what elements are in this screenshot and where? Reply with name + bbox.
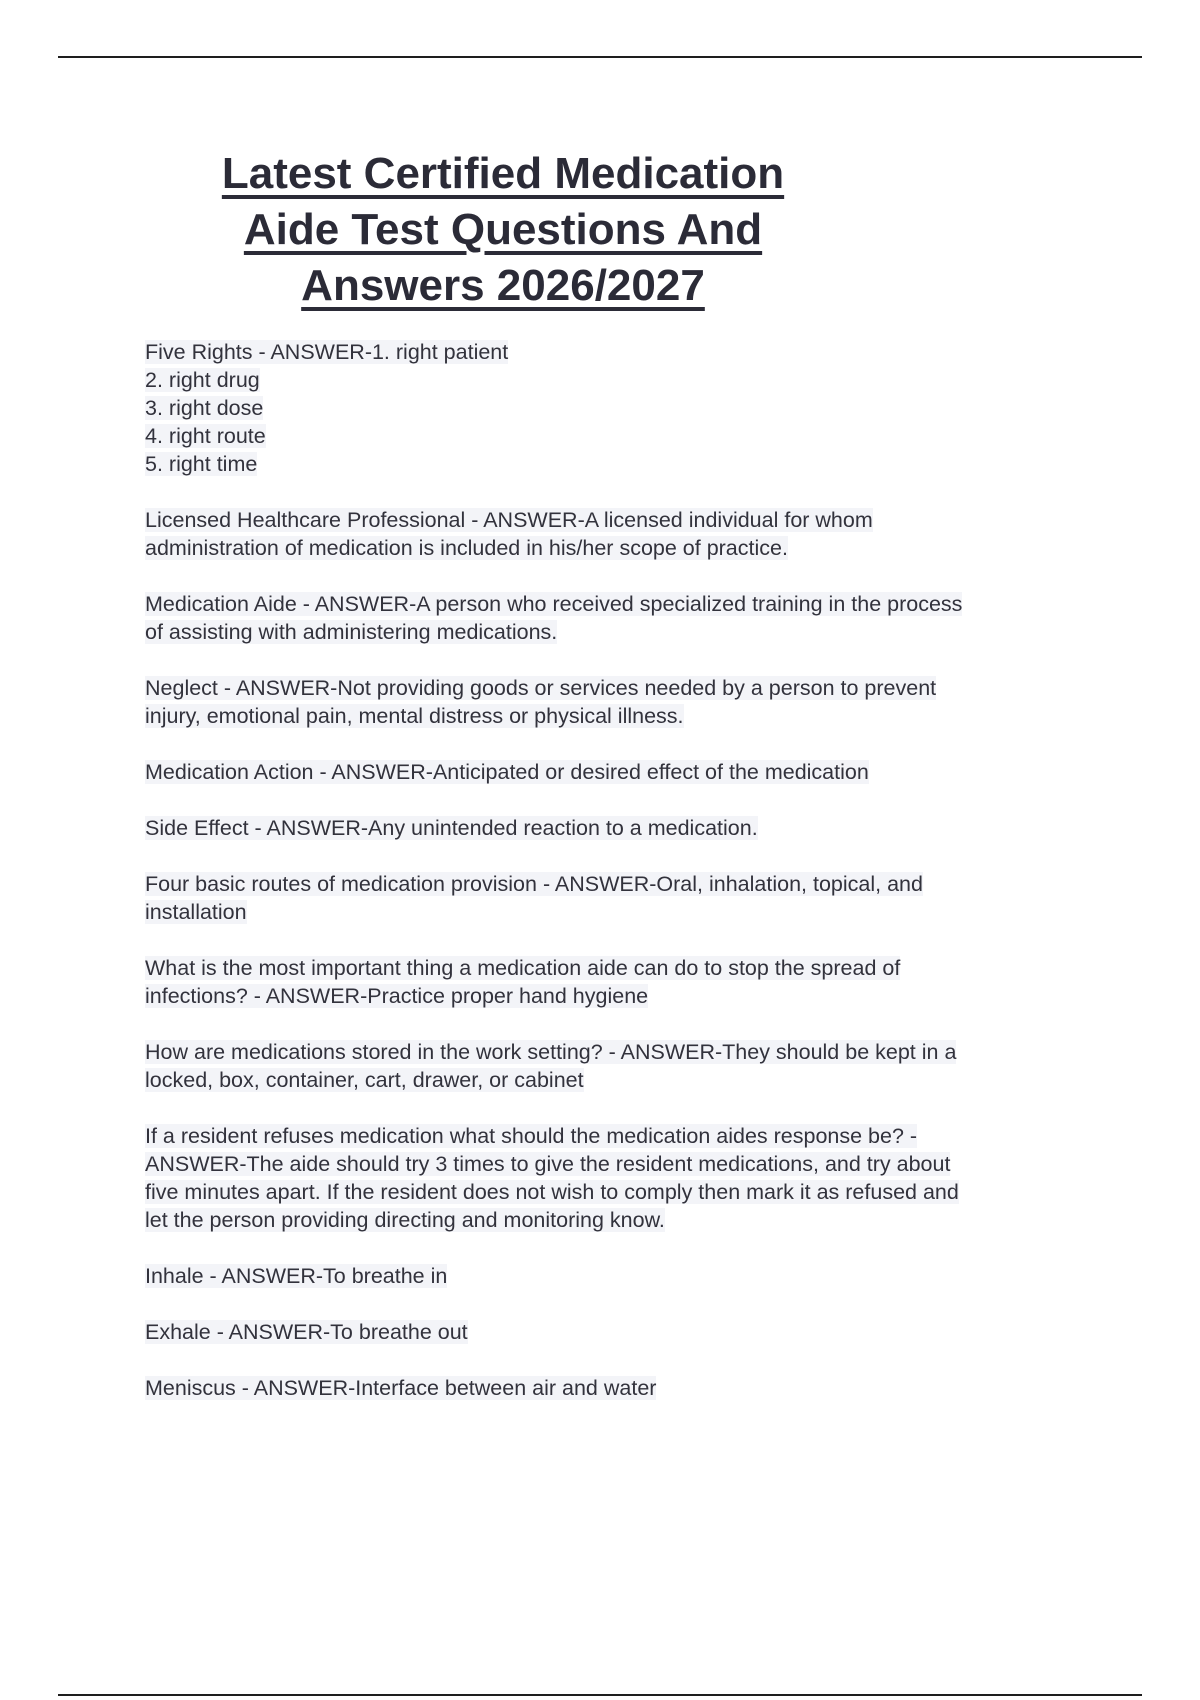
title-line: Answers 2026/2027 [301, 261, 705, 310]
footer-rule [58, 1694, 1142, 1696]
qa-entry-line: Licensed Healthcare Professional - ANSWER-A licensed individual for whom [145, 508, 873, 532]
header-rule [58, 56, 1142, 58]
qa-entry-line: five minutes apart. If the resident does not wish to comply then mark it as refused and [145, 1180, 959, 1204]
qa-entry-line: Meniscus - ANSWER-Interface between air and water [145, 1376, 657, 1400]
qa-entry-line: infections? - ANSWER-Practice proper hand hygiene [145, 984, 649, 1008]
qa-entry-line: Exhale - ANSWER-To breathe out [145, 1320, 468, 1344]
qa-entry-line: injury, emotional pain, mental distress or physical illness. [145, 704, 684, 728]
qa-entry-line: If a resident refuses medication what should the medication aides response be? - [145, 1124, 918, 1148]
qa-entry-line: let the person providing directing and monitoring know. [145, 1208, 665, 1232]
qa-entry [145, 338, 1085, 478]
qa-entry-line: How are medications stored in the work setting? - ANSWER-They should be kept in a [145, 1040, 957, 1064]
page-title [0, 146, 1006, 314]
qa-entry [145, 870, 1085, 926]
qa-entry [145, 1262, 1085, 1290]
qa-entry-line: ANSWER-The aide should try 3 times to give the resident medications, and try about [145, 1152, 951, 1176]
qa-entry-line: Medication Aide - ANSWER-A person who received specialized training in the process [145, 592, 963, 616]
qa-entry-line: 5. right time [145, 452, 258, 476]
qa-entry-line: 2. right drug [145, 368, 260, 392]
qa-entry-line: Inhale - ANSWER-To breathe in [145, 1264, 448, 1288]
qa-entry-line: 4. right route [145, 424, 266, 448]
qa-entry [145, 954, 1085, 1010]
qa-list [145, 338, 1085, 1430]
qa-entry-line: installation [145, 900, 247, 924]
qa-entry [145, 674, 1085, 730]
qa-entry-line: Neglect - ANSWER-Not providing goods or services needed by a person to prevent [145, 676, 937, 700]
title-line: Aide Test Questions And [243, 205, 763, 254]
qa-entry-line: 3. right dose [145, 396, 264, 420]
qa-entry-line: locked, box, container, cart, drawer, or cabinet [145, 1068, 584, 1092]
qa-entry [145, 1318, 1085, 1346]
title-line: Latest Certified Medication [221, 149, 785, 198]
qa-entry-line: Side Effect - ANSWER-Any unintended reaction to a medication. [145, 816, 758, 840]
qa-entry-line: What is the most important thing a medication aide can do to stop the spread of [145, 956, 901, 980]
qa-entry-line: Five Rights - ANSWER-1. right patient [145, 340, 509, 364]
qa-entry-line: administration of medication is included in his/her scope of practice. [145, 536, 788, 560]
qa-entry-line: of assisting with administering medications. [145, 620, 558, 644]
qa-entry [145, 758, 1085, 786]
qa-entry-line: Four basic routes of medication provision - ANSWER-Oral, inhalation, topical, and [145, 872, 923, 896]
qa-entry [145, 1038, 1085, 1094]
qa-entry [145, 1374, 1085, 1402]
qa-entry [145, 1122, 1085, 1234]
qa-entry [145, 506, 1085, 562]
qa-entry-line: Medication Action - ANSWER-Anticipated or desired effect of the medication [145, 760, 869, 784]
qa-entry [145, 590, 1085, 646]
qa-entry [145, 814, 1085, 842]
